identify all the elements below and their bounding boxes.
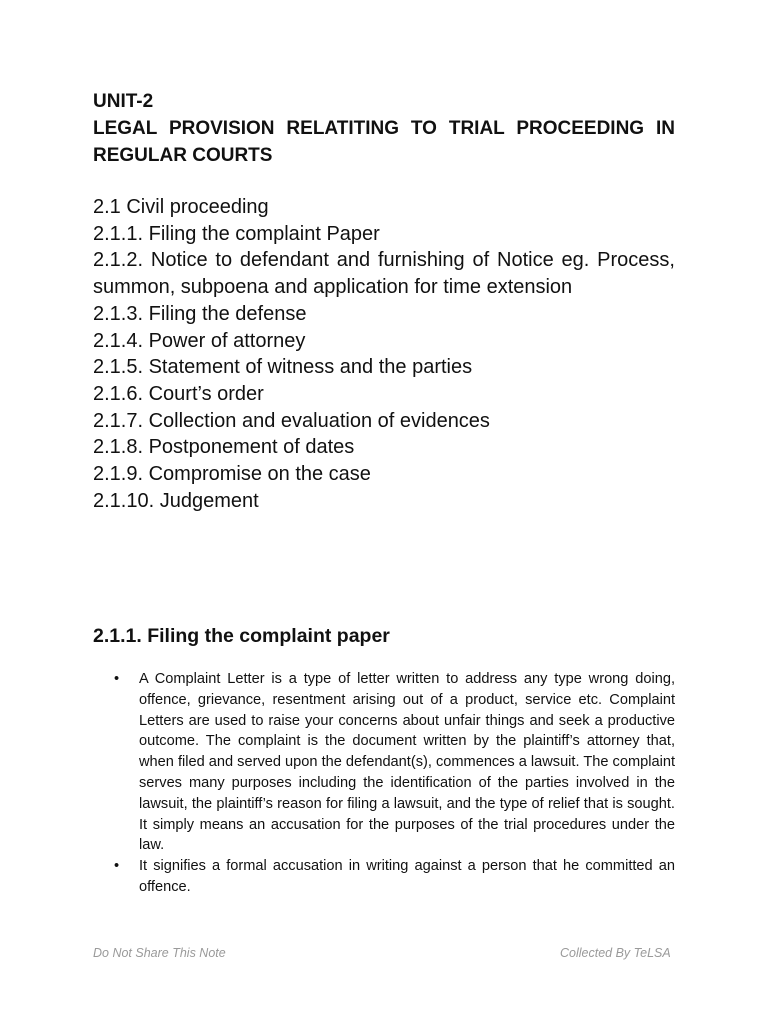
bullet-icon: • bbox=[114, 858, 120, 875]
toc-item: 2.1.4. Power of attorney bbox=[93, 329, 306, 352]
toc-item: 2.1.10. Judgement bbox=[93, 489, 259, 512]
toc-item: 2.1.6. Court’s order bbox=[93, 382, 264, 405]
footer-note-left: Do Not Share This Note bbox=[93, 946, 226, 960]
section-heading: 2.1.1. Filing the complaint paper bbox=[93, 625, 390, 647]
bullet-text: It signifies a formal accusation in writing against a person that he committed an offence. bbox=[139, 858, 675, 895]
toc-item: 2.1.2. Notice to defendant and furnishing of Notice eg. Process, summon, subpoena and application for time extension bbox=[93, 249, 675, 299]
toc-item: 2.1.5. Statement of witness and the parties bbox=[93, 356, 473, 379]
unit-title: LEGAL PROVISION RELATITING TO TRIAL PROCEEDING IN REGULAR COURTS bbox=[93, 118, 675, 166]
unit-label: UNIT-2 bbox=[93, 91, 154, 112]
bullet-list bbox=[114, 669, 675, 898]
list-item bbox=[114, 669, 675, 856]
toc-item: 2.1.7. Collection and evaluation of evidences bbox=[93, 409, 490, 432]
table-of-contents bbox=[93, 194, 675, 514]
bullet-icon: • bbox=[114, 671, 120, 687]
footer-note-right: Collected By TeLSA bbox=[560, 946, 671, 960]
toc-item: 2.1.9. Compromise on the case bbox=[93, 463, 371, 486]
bullet-text: A Complaint Letter is a type of letter written to address any type wrong doing, offence, grievance, resentment arising out of a product, service etc. Complaint Letters are used to raise your concerns about unfair things and seek a productive outcome. The complaint is the document written by the plaintiff’s attorney that, when filed and served upon the defendant(s), commences a lawsuit. The complaint serves many purposes including the identification of the parties involved in the lawsuit, the plaintiff’s reason for filing a lawsuit, and the type of relief that is sought. It simply means an accusation for the purposes of the trial procedures under the law. bbox=[139, 671, 675, 854]
toc-item: 2.1.3. Filing the defense bbox=[93, 302, 307, 325]
toc-item: 2.1.8. Postponement of dates bbox=[93, 436, 355, 459]
toc-item: 2.1.1. Filing the complaint Paper bbox=[93, 222, 380, 245]
list-item bbox=[114, 856, 675, 898]
toc-item: 2.1 Civil proceeding bbox=[93, 196, 269, 218]
